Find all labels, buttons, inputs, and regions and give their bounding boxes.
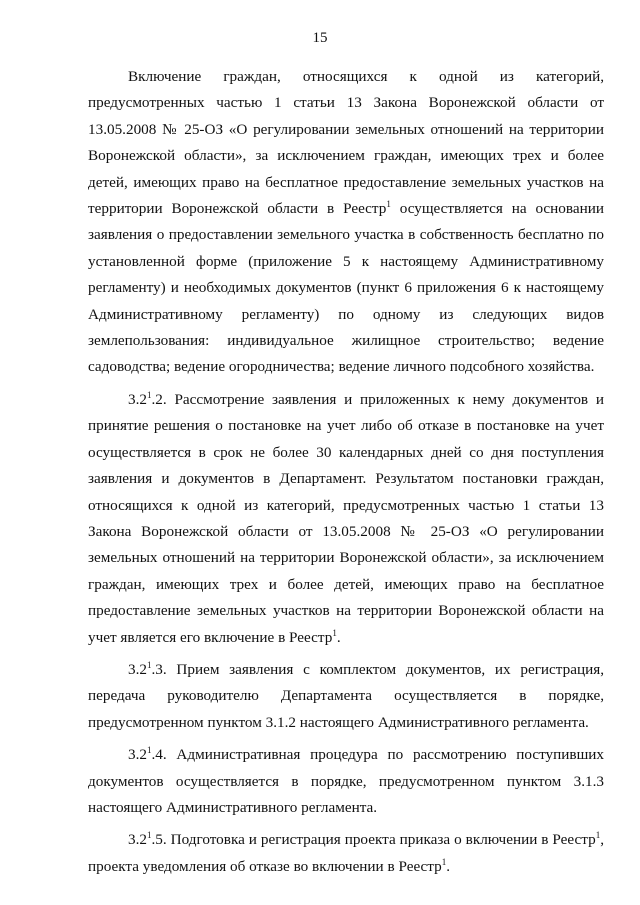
paragraph-3-2-1-2	[88, 387, 604, 651]
paragraph-text: .	[336, 628, 341, 646]
clause-number: 3.2	[128, 746, 147, 764]
paragraph-text: , проекта уведомления об отказе во включении в Реестр	[88, 831, 604, 875]
document-body	[88, 64, 604, 886]
clause-number: 3.2	[128, 660, 147, 678]
superscript: 1	[386, 198, 391, 209]
paragraph-text: .	[446, 857, 451, 875]
superscript: 1	[332, 627, 337, 638]
paragraph-3-2-1-3	[88, 657, 604, 736]
paragraph-text: осуществляется на основании заявления о предоставлении земельного участка в собственность бесплатно по установленной форме (приложение 5 к настоящему Административному регламенту) и необходимых документов (пункт 6 приложения 6 к настоящему Административному регламенту) по одному из следующих видов землепользования: индивидуальное жилищное строительство; ведение садоводства; ведение огородничества; ведение личного подсобного хозяйства.	[88, 200, 604, 376]
paragraph-text: .4. Административная процедура по рассмотрению поступивших документов осуществляется в порядке, предусмотренном пунктом 3.1.3 настоящего Административного регламента.	[88, 746, 604, 816]
paragraph-text: .2. Рассмотрение заявления и приложенных к нему документов и принятие решения о постановке на учет либо об отказе в постановке на учет осуществляется в срок не более 30 календарных дней со дня поступления заявления и документов в Департамент. Результатом постановки граждан, относящихся к одной из категорий, предусмотренных частью 1 статьи 13 Закона Воронежской области от 13.05.2008 № 25-ОЗ «О регулировании земельных отношений на территории Воронежской области», за исключением граждан, имеющих трех и более детей, имеющих право на бесплатное предоставление земельных участков на территории Воронежской области на учет является его включение в Реестр	[88, 390, 604, 646]
superscript: 1	[146, 389, 152, 400]
superscript: 1	[146, 830, 152, 841]
page-number: 15	[312, 30, 328, 46]
paragraph-text: .3. Прием заявления с комплектом документов, их регистрация, передача руководителю Департамента осуществляется в порядке, предусмотренном пунктом 3.1.2 настоящего Административного регламента.	[88, 660, 604, 731]
superscript: 1	[146, 745, 152, 756]
paragraph-3-2-1-4	[88, 742, 604, 821]
paragraph-text: .5. Подготовка и регистрация проекта приказа о включении в Реестр	[151, 831, 596, 849]
paragraph-3-2-1-5	[88, 827, 604, 880]
superscript: 1	[441, 856, 447, 867]
paragraph-text: Включение граждан, относящихся к одной из категорий, предусмотренных частью 1 статьи 13 Закона Воронежской области от 13.05.2008 № 25-ОЗ «О регулировании земельных отношений на территории Воронежской области», за исключением граждан, имеющих трех и более детей, имеющих право на бесплатное предоставление земельных участков на территории Воронежской области в Реестр	[88, 68, 604, 218]
clause-number: 3.2	[128, 831, 147, 849]
paragraph-registry-inclusion	[88, 64, 604, 381]
clause-number: 3.2	[128, 390, 147, 408]
superscript: 1	[595, 830, 601, 841]
superscript: 1	[146, 659, 152, 670]
